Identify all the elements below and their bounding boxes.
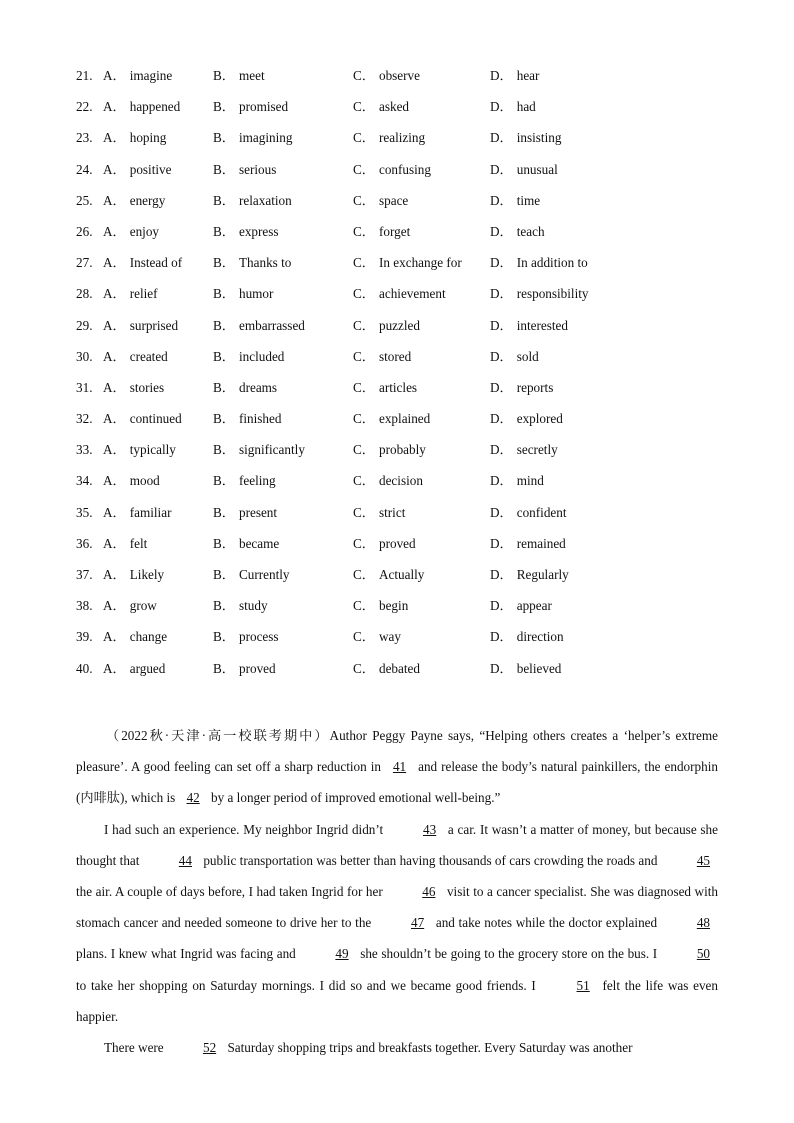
option-letter: C． bbox=[353, 68, 375, 83]
option-letter: B． bbox=[213, 68, 235, 83]
option-a bbox=[103, 471, 160, 491]
option-text: serious bbox=[238, 161, 277, 177]
option-b bbox=[213, 253, 291, 273]
option-letter: C． bbox=[353, 255, 375, 271]
option-text: happened bbox=[129, 99, 181, 115]
option-letter: C． bbox=[353, 317, 375, 333]
option-letter: D． bbox=[490, 411, 513, 427]
option-letter: D． bbox=[490, 255, 513, 271]
question-row bbox=[76, 191, 716, 222]
option-a bbox=[103, 565, 164, 585]
option-text: asked bbox=[378, 99, 410, 115]
option-c bbox=[353, 191, 408, 211]
option-b bbox=[213, 316, 305, 336]
option-a bbox=[103, 596, 157, 616]
option-letter: A． bbox=[103, 130, 126, 146]
question-row bbox=[76, 627, 716, 658]
question-row bbox=[76, 222, 716, 253]
option-letter: C． bbox=[353, 161, 375, 177]
option-c bbox=[353, 659, 420, 679]
option-letter: B． bbox=[213, 161, 235, 177]
cloze-passage bbox=[76, 720, 718, 1063]
option-text: finished bbox=[238, 411, 282, 427]
option-text: interested bbox=[516, 317, 568, 333]
option-b bbox=[213, 409, 281, 429]
option-text: unusual bbox=[516, 161, 558, 177]
option-letter: D． bbox=[490, 629, 513, 645]
option-text: begin bbox=[378, 598, 409, 614]
option-letter: A． bbox=[103, 223, 126, 239]
option-d bbox=[490, 66, 539, 86]
source-tag: （2022秋·天津·高一校联考期中） bbox=[104, 728, 330, 743]
question-row bbox=[76, 316, 716, 347]
option-letter: D． bbox=[490, 161, 513, 177]
question-row bbox=[76, 253, 716, 284]
option-text: explained bbox=[378, 411, 431, 427]
option-d bbox=[490, 659, 561, 679]
option-letter: D． bbox=[490, 660, 513, 676]
option-text: mood bbox=[129, 473, 160, 489]
question-number: 30. bbox=[76, 348, 93, 364]
option-a bbox=[103, 409, 182, 429]
option-text: process bbox=[238, 629, 279, 645]
option-letter: A． bbox=[103, 161, 126, 177]
option-letter: D． bbox=[490, 567, 513, 582]
option-d bbox=[490, 284, 589, 304]
option-text: proved bbox=[378, 535, 416, 551]
option-letter: A． bbox=[103, 442, 126, 458]
option-text: dreams bbox=[238, 379, 278, 395]
option-text: change bbox=[129, 629, 168, 645]
option-text: appear bbox=[516, 598, 552, 614]
option-a bbox=[103, 534, 147, 554]
option-letter: C． bbox=[353, 473, 375, 489]
option-letter: A． bbox=[103, 598, 126, 614]
blank-46: 46 bbox=[422, 884, 436, 900]
question-row bbox=[76, 160, 716, 191]
option-letter: A． bbox=[103, 379, 126, 395]
option-text: Currently bbox=[238, 567, 290, 582]
option-c bbox=[353, 66, 420, 86]
option-letter: C． bbox=[353, 411, 375, 427]
option-d bbox=[490, 191, 540, 211]
option-c bbox=[353, 316, 420, 336]
question-number: 35. bbox=[76, 504, 93, 520]
option-letter: D． bbox=[490, 99, 513, 115]
option-letter: D． bbox=[490, 130, 513, 146]
option-b bbox=[213, 284, 273, 304]
question-row bbox=[76, 378, 716, 409]
option-b bbox=[213, 128, 292, 148]
option-c bbox=[353, 471, 423, 491]
option-letter: B． bbox=[213, 567, 235, 582]
option-letter: D． bbox=[490, 223, 513, 239]
question-number: 38. bbox=[76, 598, 93, 614]
option-b bbox=[213, 347, 284, 367]
question-row bbox=[76, 565, 716, 596]
option-text: imagine bbox=[129, 68, 173, 83]
option-a bbox=[103, 191, 165, 211]
option-c bbox=[353, 160, 431, 180]
blank-43: 43 bbox=[422, 821, 437, 837]
option-letter: A． bbox=[103, 660, 126, 676]
option-text: continued bbox=[129, 411, 182, 427]
option-letter: C． bbox=[353, 348, 375, 364]
option-a bbox=[103, 128, 166, 148]
option-c bbox=[353, 627, 401, 647]
question-number: 39. bbox=[76, 629, 93, 645]
question-number: 21. bbox=[76, 68, 93, 83]
option-text: Regularly bbox=[516, 567, 569, 582]
option-c bbox=[353, 503, 405, 523]
option-text: embarrassed bbox=[238, 317, 305, 333]
option-text: puzzled bbox=[378, 317, 420, 333]
option-b bbox=[213, 440, 305, 460]
option-text: enjoy bbox=[129, 223, 160, 239]
option-letter: C． bbox=[353, 286, 375, 302]
question-number: 36. bbox=[76, 535, 93, 551]
option-b bbox=[213, 160, 276, 180]
option-letter: B． bbox=[213, 255, 235, 271]
option-c bbox=[353, 440, 426, 460]
option-letter: D． bbox=[490, 473, 513, 489]
option-text: felt bbox=[129, 535, 148, 551]
option-letter: C． bbox=[353, 379, 375, 395]
option-letter: D． bbox=[490, 317, 513, 333]
option-letter: B． bbox=[213, 99, 235, 115]
option-text: relaxation bbox=[238, 192, 292, 208]
option-text: achievement bbox=[378, 286, 446, 302]
option-c bbox=[353, 596, 408, 616]
option-c bbox=[353, 534, 416, 554]
option-letter: D． bbox=[490, 598, 513, 614]
option-c bbox=[353, 409, 430, 429]
option-text: typically bbox=[129, 442, 176, 458]
option-letter: A． bbox=[103, 504, 126, 520]
option-b bbox=[213, 97, 288, 117]
blank-51: 51 bbox=[576, 977, 590, 993]
option-b bbox=[213, 534, 279, 554]
answer-options-list bbox=[76, 66, 716, 690]
option-b bbox=[213, 659, 276, 679]
option-c bbox=[353, 347, 411, 367]
option-text: promised bbox=[238, 99, 289, 115]
option-letter: C． bbox=[353, 99, 375, 115]
option-letter: B． bbox=[213, 379, 235, 395]
option-text: proved bbox=[238, 660, 276, 676]
option-letter: D． bbox=[490, 535, 513, 551]
option-text: significantly bbox=[238, 442, 305, 458]
option-letter: C． bbox=[353, 504, 375, 520]
question-number: 37. bbox=[76, 567, 93, 582]
option-c bbox=[353, 97, 409, 117]
option-d bbox=[490, 503, 567, 523]
option-letter: C． bbox=[353, 192, 375, 208]
blank-44: 44 bbox=[178, 852, 192, 868]
option-a bbox=[103, 316, 178, 336]
passage-paragraph-3: There were 52 Saturday shopping trips and breakfasts together. Every Saturday was another bbox=[76, 1032, 718, 1063]
option-text: decision bbox=[378, 473, 423, 489]
option-letter: B． bbox=[213, 411, 235, 427]
option-b bbox=[213, 191, 292, 211]
question-number: 33. bbox=[76, 442, 93, 458]
option-text: confusing bbox=[378, 161, 431, 177]
option-letter: B． bbox=[213, 660, 235, 676]
option-c bbox=[353, 253, 462, 273]
option-text: stories bbox=[129, 379, 165, 395]
option-letter: B． bbox=[213, 535, 235, 551]
option-letter: B． bbox=[213, 317, 235, 333]
option-text: feeling bbox=[238, 473, 276, 489]
question-number: 23. bbox=[76, 130, 93, 146]
option-a bbox=[103, 253, 182, 273]
option-a bbox=[103, 659, 165, 679]
option-letter: C． bbox=[353, 598, 375, 614]
option-b bbox=[213, 66, 265, 86]
option-text: created bbox=[129, 348, 168, 364]
option-text: time bbox=[516, 192, 541, 208]
blank-52: 52 bbox=[202, 1040, 217, 1056]
option-text: realizing bbox=[378, 130, 426, 146]
option-text: space bbox=[378, 192, 409, 208]
option-text: hoping bbox=[129, 130, 167, 146]
option-d bbox=[490, 565, 569, 585]
question-number: 22. bbox=[76, 99, 93, 115]
option-text: teach bbox=[516, 223, 545, 239]
option-letter: B． bbox=[213, 629, 235, 645]
option-b bbox=[213, 503, 277, 523]
option-d bbox=[490, 316, 568, 336]
option-text: mind bbox=[516, 473, 544, 489]
option-text: Likely bbox=[129, 567, 165, 582]
option-text: hear bbox=[516, 68, 540, 83]
option-text: secretly bbox=[516, 442, 558, 458]
option-text: Actually bbox=[378, 567, 425, 582]
option-d bbox=[490, 347, 539, 367]
option-text: confident bbox=[516, 504, 567, 520]
option-letter: C． bbox=[353, 130, 375, 146]
option-letter: C． bbox=[353, 535, 375, 551]
option-d bbox=[490, 627, 564, 647]
passage-paragraph-1: （2022秋·天津·高一校联考期中）Author Peggy Payne says, “Helping others creates a ‘helper’s extreme pleasure’. A good feeling can set off a sharp reduction in 41 and release the body’s natural painkillers, the endorphin (内啡肽), which is 42 by a longer period of improved emotional well-being.” bbox=[76, 720, 718, 814]
option-c bbox=[353, 128, 425, 148]
option-letter: B． bbox=[213, 442, 235, 458]
option-text: strict bbox=[378, 504, 406, 520]
option-letter: A． bbox=[103, 68, 126, 83]
option-a bbox=[103, 440, 176, 460]
option-a bbox=[103, 627, 167, 647]
question-number: 32. bbox=[76, 411, 93, 427]
option-text: forget bbox=[378, 223, 411, 239]
option-text: positive bbox=[129, 161, 172, 177]
option-text: way bbox=[378, 629, 401, 645]
option-text: included bbox=[238, 348, 285, 364]
option-text: relief bbox=[129, 286, 158, 302]
question-number: 25. bbox=[76, 192, 93, 208]
option-text: In addition to bbox=[516, 255, 588, 271]
option-d bbox=[490, 471, 544, 491]
option-a bbox=[103, 97, 180, 117]
question-number: 29. bbox=[76, 317, 93, 333]
option-letter: B． bbox=[213, 598, 235, 614]
option-text: imagining bbox=[238, 130, 293, 146]
option-d bbox=[490, 596, 552, 616]
option-text: study bbox=[238, 598, 268, 614]
option-letter: A． bbox=[103, 348, 126, 364]
option-text: insisting bbox=[516, 130, 562, 146]
question-number: 24. bbox=[76, 161, 93, 177]
option-letter: B． bbox=[213, 504, 235, 520]
question-number: 31. bbox=[76, 379, 93, 395]
blank-49: 49 bbox=[335, 946, 349, 962]
option-letter: D． bbox=[490, 379, 513, 395]
blank-47: 47 bbox=[410, 915, 425, 931]
option-d bbox=[490, 253, 588, 273]
passage-paragraph-2: I had such an experience. My neighbor Ingrid didn’t 43 a car. It wasn’t a matter of money, but because she thought that 44 public transportation was better than having thousands of cars crowding the roads and 45 the air. A couple of days before, I had taken Ingrid for her 46 visit to a cancer specialist. She was diagnosed with stomach cancer and needed someone to drive her to the 47 and take notes while the doctor explained 48 plans. I knew what Ingrid was facing and 49 she shouldn’t be going to the grocery store on the bus. I 50 to take her shopping on Saturday mornings. I did so and we became good friends. I 51 felt the life was even happier. bbox=[76, 814, 718, 1032]
option-b bbox=[213, 627, 279, 647]
option-letter: B． bbox=[213, 286, 235, 302]
option-text: direction bbox=[516, 629, 564, 645]
question-row bbox=[76, 128, 716, 159]
option-letter: A． bbox=[103, 317, 126, 333]
option-a bbox=[103, 378, 164, 398]
option-c bbox=[353, 378, 417, 398]
question-number: 27. bbox=[76, 255, 93, 271]
option-letter: A． bbox=[103, 255, 126, 271]
option-text: probably bbox=[378, 442, 426, 458]
option-letter: A． bbox=[103, 286, 126, 302]
option-b bbox=[213, 222, 279, 242]
blank-45: 45 bbox=[696, 852, 710, 868]
option-text: reports bbox=[516, 379, 554, 395]
option-letter: C． bbox=[353, 660, 375, 676]
option-letter: B． bbox=[213, 130, 235, 146]
option-letter: D． bbox=[490, 348, 513, 364]
question-row bbox=[76, 471, 716, 502]
option-a bbox=[103, 284, 158, 304]
option-a bbox=[103, 66, 172, 86]
question-number: 28. bbox=[76, 286, 93, 302]
option-text: surprised bbox=[129, 317, 179, 333]
option-text: Thanks to bbox=[238, 255, 292, 271]
option-letter: A． bbox=[103, 567, 126, 582]
option-d bbox=[490, 222, 545, 242]
option-text: had bbox=[516, 99, 536, 115]
option-text: grow bbox=[129, 598, 157, 614]
question-number: 34. bbox=[76, 473, 93, 489]
option-text: remained bbox=[516, 535, 566, 551]
option-letter: D． bbox=[490, 442, 513, 458]
option-text: responsibility bbox=[516, 286, 589, 302]
question-row bbox=[76, 66, 716, 97]
option-c bbox=[353, 222, 410, 242]
option-text: debated bbox=[378, 660, 420, 676]
option-letter: B． bbox=[213, 223, 235, 239]
blank-48: 48 bbox=[696, 915, 710, 931]
option-text: stored bbox=[378, 348, 412, 364]
option-letter: D． bbox=[490, 286, 513, 302]
option-letter: B． bbox=[213, 473, 235, 489]
option-letter: A． bbox=[103, 473, 126, 489]
question-row bbox=[76, 534, 716, 565]
option-text: present bbox=[238, 504, 278, 520]
option-letter: D． bbox=[490, 192, 513, 208]
option-b bbox=[213, 471, 276, 491]
option-a bbox=[103, 347, 168, 367]
option-text: Instead of bbox=[129, 255, 183, 271]
blank-50: 50 bbox=[696, 946, 711, 962]
option-text: meet bbox=[238, 68, 265, 83]
option-letter: B． bbox=[213, 192, 235, 208]
option-text: explored bbox=[516, 411, 563, 427]
option-text: familiar bbox=[129, 504, 172, 520]
option-letter: D． bbox=[490, 504, 513, 520]
option-letter: C． bbox=[353, 567, 375, 582]
option-letter: D． bbox=[490, 68, 513, 83]
option-d bbox=[490, 534, 566, 554]
option-letter: A． bbox=[103, 535, 126, 551]
option-text: energy bbox=[129, 192, 166, 208]
question-row bbox=[76, 596, 716, 627]
option-a bbox=[103, 222, 159, 242]
option-b bbox=[213, 378, 277, 398]
option-text: In exchange for bbox=[378, 255, 462, 271]
question-row bbox=[76, 659, 716, 690]
option-d bbox=[490, 97, 536, 117]
option-text: became bbox=[238, 535, 280, 551]
question-number: 40. bbox=[76, 660, 93, 676]
option-c bbox=[353, 565, 424, 585]
option-d bbox=[490, 160, 558, 180]
option-d bbox=[490, 128, 561, 148]
option-text: sold bbox=[516, 348, 539, 364]
blank-41: 41 bbox=[392, 759, 407, 775]
option-letter: A． bbox=[103, 192, 126, 208]
option-d bbox=[490, 378, 553, 398]
option-letter: C． bbox=[353, 223, 375, 239]
option-b bbox=[213, 596, 268, 616]
question-row bbox=[76, 409, 716, 440]
option-text: argued bbox=[129, 660, 166, 676]
option-text: believed bbox=[516, 660, 562, 676]
option-text: humor bbox=[238, 286, 274, 302]
option-letter: C． bbox=[353, 442, 375, 458]
question-row bbox=[76, 284, 716, 315]
option-b bbox=[213, 565, 290, 585]
option-c bbox=[353, 284, 446, 304]
question-row bbox=[76, 97, 716, 128]
option-a bbox=[103, 503, 171, 523]
option-text: express bbox=[238, 223, 279, 239]
option-text: observe bbox=[378, 68, 420, 83]
question-number: 26. bbox=[76, 223, 93, 239]
option-text: articles bbox=[378, 379, 418, 395]
option-letter: C． bbox=[353, 629, 375, 645]
option-letter: A． bbox=[103, 99, 126, 115]
option-letter: A． bbox=[103, 629, 126, 645]
option-d bbox=[490, 409, 563, 429]
option-d bbox=[490, 440, 558, 460]
option-letter: A． bbox=[103, 411, 126, 427]
option-a bbox=[103, 160, 171, 180]
question-row bbox=[76, 347, 716, 378]
blank-42: 42 bbox=[186, 790, 200, 806]
question-row bbox=[76, 440, 716, 471]
option-letter: B． bbox=[213, 348, 235, 364]
question-row bbox=[76, 503, 716, 534]
